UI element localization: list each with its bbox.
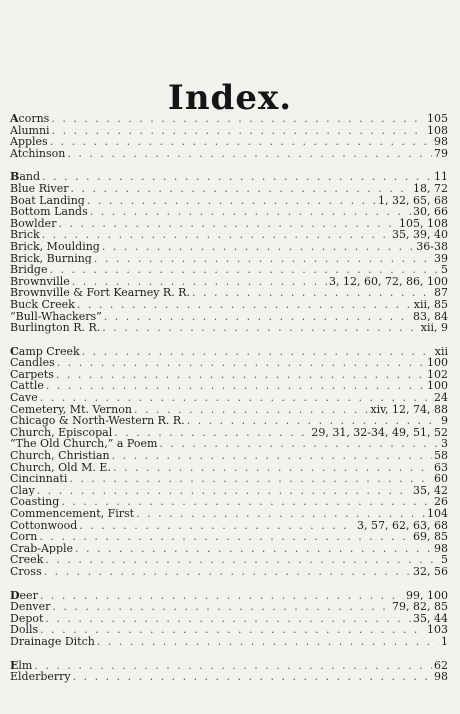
- index-entry: [10, 322, 448, 334]
- dot-leader: [56, 369, 425, 381]
- index-entry: [10, 287, 448, 299]
- dot-leader: [102, 322, 418, 334]
- index-entry: [10, 520, 448, 532]
- dot-leader: [67, 148, 432, 160]
- index-entry: [10, 485, 448, 497]
- index-term: Brick: [10, 229, 40, 241]
- index-term: Cemetery, Mt. Vernon: [10, 403, 132, 416]
- index-term: Camp Creek: [10, 345, 80, 358]
- index-group: [10, 346, 448, 578]
- index-entry: [10, 392, 448, 404]
- index-entry: [10, 415, 448, 427]
- index-pages: 103: [427, 624, 448, 636]
- index-pages: 1, 32, 65, 68: [378, 194, 448, 207]
- dot-leader: [72, 276, 327, 288]
- dot-leader: [187, 415, 439, 427]
- index-entry: [10, 125, 448, 137]
- dot-leader: [69, 473, 432, 485]
- dot-leader: [134, 404, 368, 416]
- index-term: “The Old Church,” a Poem: [10, 438, 158, 451]
- index-group: [10, 171, 448, 333]
- dot-leader: [40, 590, 404, 602]
- index-entry: [10, 450, 448, 462]
- index-entry: [10, 566, 448, 578]
- dot-leader: [77, 299, 412, 311]
- index-entry: [10, 601, 448, 613]
- index-term: Bridge: [10, 264, 48, 276]
- index-term: Drainage Ditch: [10, 635, 95, 648]
- index-term: Dolls: [10, 624, 39, 636]
- index-entry: [10, 438, 448, 450]
- index-group: [10, 113, 448, 159]
- index-pages: 3, 12, 60, 72, 86, 100: [329, 275, 448, 288]
- dot-leader: [58, 218, 397, 230]
- index-entry: [10, 276, 448, 288]
- index-term: Cave: [10, 392, 38, 404]
- index-entry: [10, 462, 448, 474]
- index-term: Acorns: [10, 113, 50, 125]
- index-pages: 9: [441, 415, 448, 427]
- index-term: Denver: [10, 601, 51, 613]
- index-pages: 1: [441, 635, 448, 648]
- dot-leader: [40, 392, 432, 404]
- index-pages: 11: [434, 171, 448, 183]
- index-term: Church, Episcopal: [10, 426, 113, 439]
- index-pages: 5: [441, 554, 448, 566]
- index-term: Depot: [10, 612, 44, 625]
- index-term: Cincinnati: [10, 473, 68, 485]
- index-pages: 100: [427, 357, 448, 369]
- index-term: Carpets: [10, 368, 54, 381]
- index-pages: 24: [434, 392, 448, 404]
- index-pages: 108: [427, 124, 448, 137]
- index-entry: [10, 253, 448, 265]
- index-entry: [10, 543, 448, 555]
- dot-leader: [114, 427, 309, 439]
- index-entry: [10, 404, 448, 416]
- index-term: Alumni: [10, 124, 50, 137]
- index-pages: 5: [441, 264, 448, 276]
- index-pages: xii, 9: [420, 322, 448, 334]
- index-pages: 79: [434, 147, 448, 160]
- dot-leader: [49, 264, 439, 276]
- dot-leader: [112, 450, 432, 462]
- index-entry: [10, 299, 448, 311]
- index-entry: [10, 369, 448, 381]
- index-entry: [10, 171, 448, 183]
- index-term: Boat Landing: [10, 194, 85, 207]
- dot-leader: [45, 613, 411, 625]
- index-term: Apples: [10, 136, 48, 148]
- index-list: [10, 113, 448, 695]
- dot-leader: [75, 543, 432, 555]
- index-pages: 35, 42: [413, 484, 448, 497]
- dot-leader: [52, 601, 390, 613]
- dot-leader: [102, 241, 414, 253]
- index-entry: [10, 660, 448, 672]
- dot-leader: [79, 520, 355, 532]
- dot-leader: [90, 206, 411, 218]
- index-entry: [10, 357, 448, 369]
- index-entry: [10, 473, 448, 485]
- dot-leader: [51, 113, 425, 125]
- index-term: Deer: [10, 589, 38, 602]
- dot-leader: [113, 462, 432, 474]
- index-entry: [10, 311, 448, 323]
- index-entry: [10, 113, 448, 125]
- index-term: Buck Creek: [10, 298, 75, 311]
- index-term: Crab-Apple: [10, 542, 74, 555]
- index-term: Church, Old M. E.: [10, 461, 111, 474]
- index-pages: xii: [434, 345, 448, 358]
- index-pages: 69, 85: [413, 531, 448, 543]
- index-term: Creek: [10, 554, 44, 566]
- index-pages: 26: [434, 496, 448, 508]
- index-pages: 35, 44: [413, 612, 448, 625]
- index-pages: 98: [434, 671, 448, 683]
- index-pages: 98: [434, 136, 448, 148]
- dot-leader: [136, 508, 425, 520]
- index-term: Corn: [10, 531, 38, 543]
- index-entry: [10, 671, 448, 683]
- index-term: Brick, Burning: [10, 252, 92, 265]
- index-entry: [10, 195, 448, 207]
- index-term: Brick, Moulding: [10, 240, 100, 253]
- index-pages: 29, 31, 32-34, 49, 51, 52: [311, 426, 448, 439]
- index-entry: [10, 427, 448, 439]
- index-term: Band: [10, 171, 40, 183]
- index-entry: [10, 346, 448, 358]
- dot-leader: [45, 554, 439, 566]
- index-entry: [10, 229, 448, 241]
- index-entry: [10, 531, 448, 543]
- index-pages: 3: [441, 438, 448, 451]
- index-pages: 3, 57, 62, 63, 68: [357, 519, 448, 532]
- index-term: Coasting: [10, 496, 60, 508]
- dot-leader: [50, 136, 432, 148]
- index-pages: 102: [427, 368, 448, 381]
- dot-leader: [82, 346, 433, 358]
- dot-leader: [104, 311, 411, 323]
- index-pages: 100: [427, 380, 448, 393]
- index-pages: 18, 72: [413, 182, 448, 195]
- index-term: Cross: [10, 565, 42, 578]
- index-pages: xiv, 12, 74, 88: [370, 403, 448, 416]
- index-pages: 87: [434, 287, 448, 299]
- index-pages: 104: [427, 508, 448, 520]
- dot-leader: [44, 566, 411, 578]
- index-term: Brownville & Fort Kearney R. R.: [10, 287, 190, 299]
- index-group: [10, 590, 448, 648]
- index-term: Burlington R. R.: [10, 322, 101, 334]
- index-pages: 99, 100: [406, 589, 448, 602]
- dot-leader: [94, 253, 432, 265]
- index-pages: 83, 84: [413, 310, 448, 323]
- dot-leader: [70, 183, 411, 195]
- dot-leader: [52, 125, 425, 137]
- dot-leader: [40, 624, 425, 636]
- dot-leader: [42, 171, 432, 183]
- index-term: Cottonwood: [10, 519, 78, 532]
- dot-leader: [97, 636, 439, 648]
- index-entry: [10, 183, 448, 195]
- index-term: Church, Christian: [10, 450, 110, 462]
- index-pages: 36-38: [416, 240, 448, 253]
- index-pages: 63: [434, 461, 448, 474]
- dot-leader: [46, 380, 425, 392]
- index-term: Chicago & North-Western R. R.: [10, 415, 185, 427]
- index-pages: 39: [434, 252, 448, 265]
- index-term: Commencement, First: [10, 508, 135, 520]
- index-entry: [10, 554, 448, 566]
- index-pages: 62: [434, 659, 448, 672]
- index-group: [10, 660, 448, 683]
- index-term: Blue River: [10, 182, 69, 195]
- index-entry: [10, 264, 448, 276]
- dot-leader: [39, 531, 411, 543]
- index-entry: [10, 508, 448, 520]
- index-term: Bowlder: [10, 217, 57, 230]
- dot-leader: [37, 485, 411, 497]
- index-term: Elm: [10, 659, 33, 672]
- index-entry: [10, 241, 448, 253]
- index-term: Candles: [10, 357, 55, 369]
- index-entry: [10, 380, 448, 392]
- index-pages: 60: [434, 473, 448, 485]
- index-pages: 35, 39, 40: [392, 229, 448, 241]
- index-term: Elderberry: [10, 671, 71, 683]
- index-entry: [10, 624, 448, 636]
- index-pages: xii, 85: [413, 298, 448, 311]
- dot-leader: [57, 357, 425, 369]
- index-pages: 98: [434, 542, 448, 555]
- index-pages: 30, 66: [413, 206, 448, 218]
- index-term: Brownville: [10, 275, 70, 288]
- dot-leader: [42, 229, 390, 241]
- index-pages: 58: [434, 450, 448, 462]
- index-entry: [10, 590, 448, 602]
- index-pages: 79, 82, 85: [392, 601, 448, 613]
- index-entry: [10, 218, 448, 230]
- index-entry: [10, 613, 448, 625]
- index-entry: [10, 636, 448, 648]
- index-term: Clay: [10, 484, 35, 497]
- dot-leader: [159, 438, 439, 450]
- index-pages: 105: [427, 113, 448, 125]
- dot-leader: [61, 496, 432, 508]
- dot-leader: [73, 671, 432, 683]
- index-entry: [10, 136, 448, 148]
- index-term: Cattle: [10, 380, 44, 393]
- index-pages: 32, 56: [413, 565, 448, 578]
- index-entry: [10, 148, 448, 160]
- index-term: Atchinson: [10, 147, 66, 160]
- page-title: Index.: [167, 78, 293, 118]
- index-entry: [10, 206, 448, 218]
- dot-leader: [87, 195, 376, 207]
- dot-leader: [192, 287, 432, 299]
- index-entry: [10, 496, 448, 508]
- dot-leader: [34, 660, 432, 672]
- index-term: Bottom Lands: [10, 206, 88, 218]
- index-pages: 105, 108: [399, 217, 448, 230]
- index-term: “Bull-Whackers”: [10, 310, 102, 323]
